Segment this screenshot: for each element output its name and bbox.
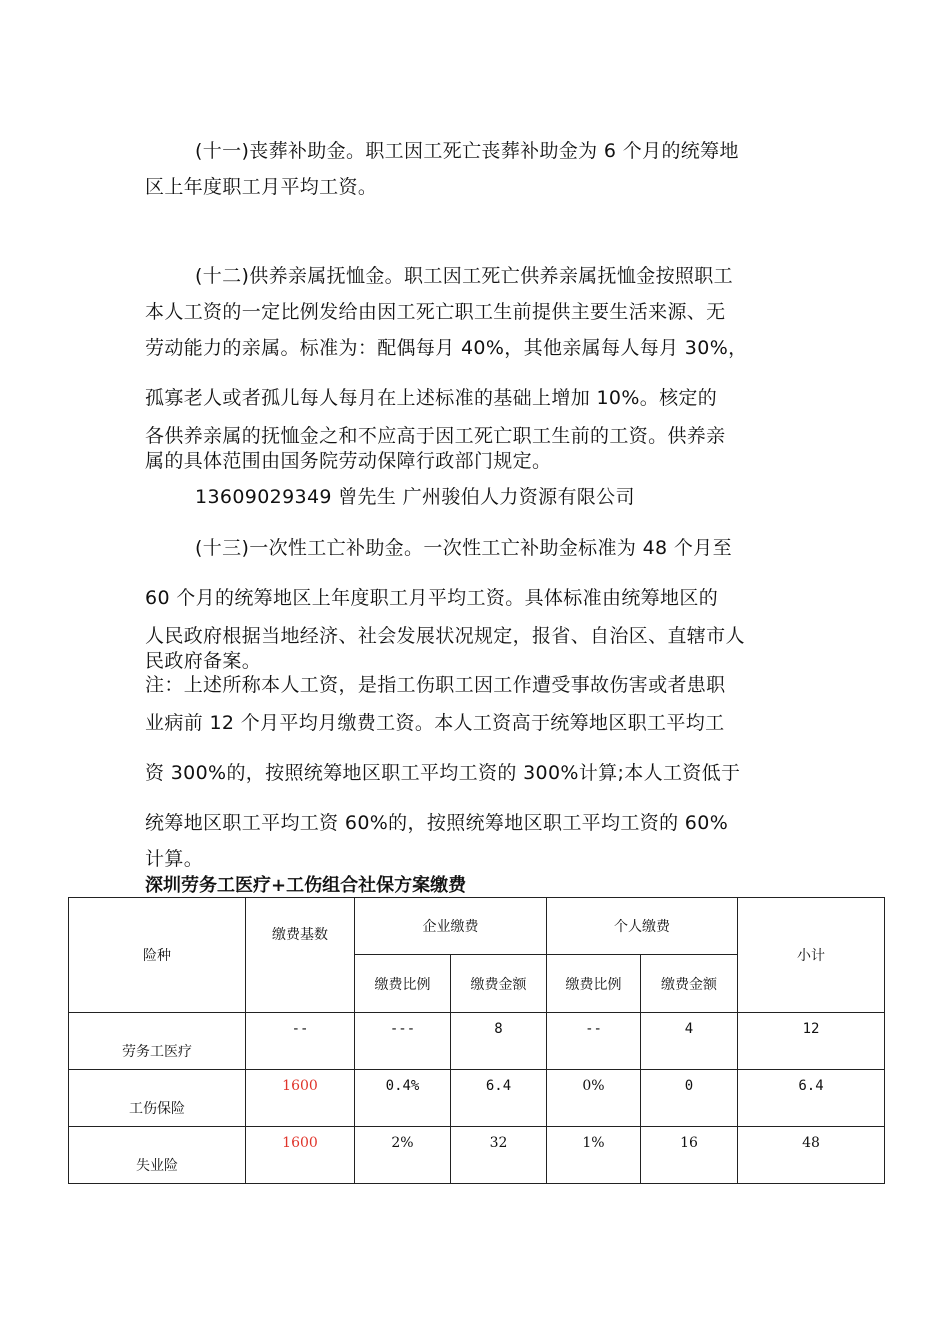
row-name: 失业险 bbox=[136, 1158, 178, 1174]
row-personal-amount: 16 bbox=[641, 1127, 738, 1184]
table-row bbox=[69, 1013, 885, 1070]
paragraph-12-line-1: (十二)供养亲属抚恤金。职工因工死亡供养亲属抚恤金按照职工 bbox=[195, 265, 733, 287]
contact-line: 13609029349 曾先生 广州骏伯人力资源有限公司 bbox=[195, 486, 635, 508]
header-base: 缴费基数 bbox=[246, 898, 355, 1013]
row-personal-amount: 4 bbox=[641, 1013, 738, 1070]
paragraph-12-line-3: 劳动能力的亲属。标准为：配偶每月 40%，其他亲属每人每月 30%， bbox=[145, 337, 748, 359]
paragraph-12-line-4: 孤寡老人或者孤儿每人每月在上述标准的基础上增加 10%。核定的 bbox=[145, 387, 718, 409]
paragraph-13-line-3: 人民政府根据当地经济、社会发展状况规定，报省、自治区、直辖市人 bbox=[145, 625, 745, 647]
header-company-amount: 缴费金额 bbox=[451, 955, 547, 1013]
table-title: 深圳劳务工医疗+工伤组合社保方案缴费 bbox=[145, 875, 467, 896]
row-company-amount: 32 bbox=[451, 1127, 547, 1184]
row-base: 1600 bbox=[246, 1070, 355, 1127]
paragraph-12-line-2: 本人工资的一定比例发给由因工死亡职工生前提供主要生活来源、无 bbox=[145, 301, 726, 323]
paragraph-13-line-4: 民政府备案。 bbox=[145, 650, 262, 672]
row-subtotal: 48 bbox=[738, 1127, 885, 1184]
header-type: 险种 bbox=[69, 898, 246, 1013]
row-company-amount: 8 bbox=[451, 1013, 547, 1070]
row-name: 工伤保险 bbox=[129, 1101, 185, 1117]
note-line-5: 计算。 bbox=[145, 848, 204, 870]
header-personal-amount: 缴费金额 bbox=[641, 955, 738, 1013]
note-line-2: 业病前 12 个月平均月缴费工资。本人工资高于统筹地区职工平均工 bbox=[145, 712, 725, 734]
note-line-3: 资 300%的，按照统筹地区职工平均工资的 300%计算;本人工资低于 bbox=[145, 762, 741, 784]
header-subtotal: 小计 bbox=[738, 898, 885, 1013]
header-personal: 个人缴费 bbox=[547, 898, 738, 955]
table-row bbox=[69, 1127, 885, 1184]
row-base: 1600 bbox=[246, 1127, 355, 1184]
table-row bbox=[69, 1070, 885, 1127]
note-line-1: 注：上述所称本人工资，是指工伤职工因工作遭受事故伤害或者患职 bbox=[145, 674, 726, 696]
paragraph-13-line-1: (十三)一次性工亡补助金。一次性工亡补助金标准为 48 个月至 bbox=[195, 537, 732, 559]
row-insurance-type bbox=[69, 1070, 246, 1127]
note-line-4: 统筹地区职工平均工资 60%的，按照统筹地区职工平均工资的 60% bbox=[145, 812, 729, 834]
paragraph-13-line-2: 60 个月的统筹地区上年度职工月平均工资。具体标准由统筹地区的 bbox=[145, 587, 719, 609]
row-base: -- bbox=[246, 1013, 355, 1070]
paragraph-11-line-2: 区上年度职工月平均工资。 bbox=[145, 176, 378, 198]
row-company-rate: --- bbox=[355, 1013, 451, 1070]
insurance-fee-table bbox=[68, 897, 885, 1184]
row-personal-rate: 1% bbox=[547, 1127, 641, 1184]
row-name: 劳务工医疗 bbox=[122, 1044, 192, 1060]
header-company-rate: 缴费比例 bbox=[355, 955, 451, 1013]
paragraph-12-line-6: 属的具体范围由国务院劳动保障行政部门规定。 bbox=[145, 450, 552, 472]
row-subtotal: 12 bbox=[738, 1013, 885, 1070]
paragraph-12-line-5: 各供养亲属的抚恤金之和不应高于因工死亡职工生前的工资。供养亲 bbox=[145, 425, 726, 447]
row-personal-amount: 0 bbox=[641, 1070, 738, 1127]
row-insurance-type bbox=[69, 1127, 246, 1184]
row-company-amount: 6.4 bbox=[451, 1070, 547, 1127]
header-personal-rate: 缴费比例 bbox=[547, 955, 641, 1013]
header-company: 企业缴费 bbox=[355, 898, 547, 955]
header-row-1 bbox=[69, 898, 885, 955]
row-subtotal: 6.4 bbox=[738, 1070, 885, 1127]
row-personal-rate: -- bbox=[547, 1013, 641, 1070]
row-personal-rate: 0% bbox=[547, 1070, 641, 1127]
row-company-rate: 0.4% bbox=[355, 1070, 451, 1127]
row-insurance-type bbox=[69, 1013, 246, 1070]
paragraph-11-line-1: (十一)丧葬补助金。职工因工死亡丧葬补助金为 6 个月的统筹地 bbox=[195, 140, 739, 162]
row-company-rate: 2% bbox=[355, 1127, 451, 1184]
